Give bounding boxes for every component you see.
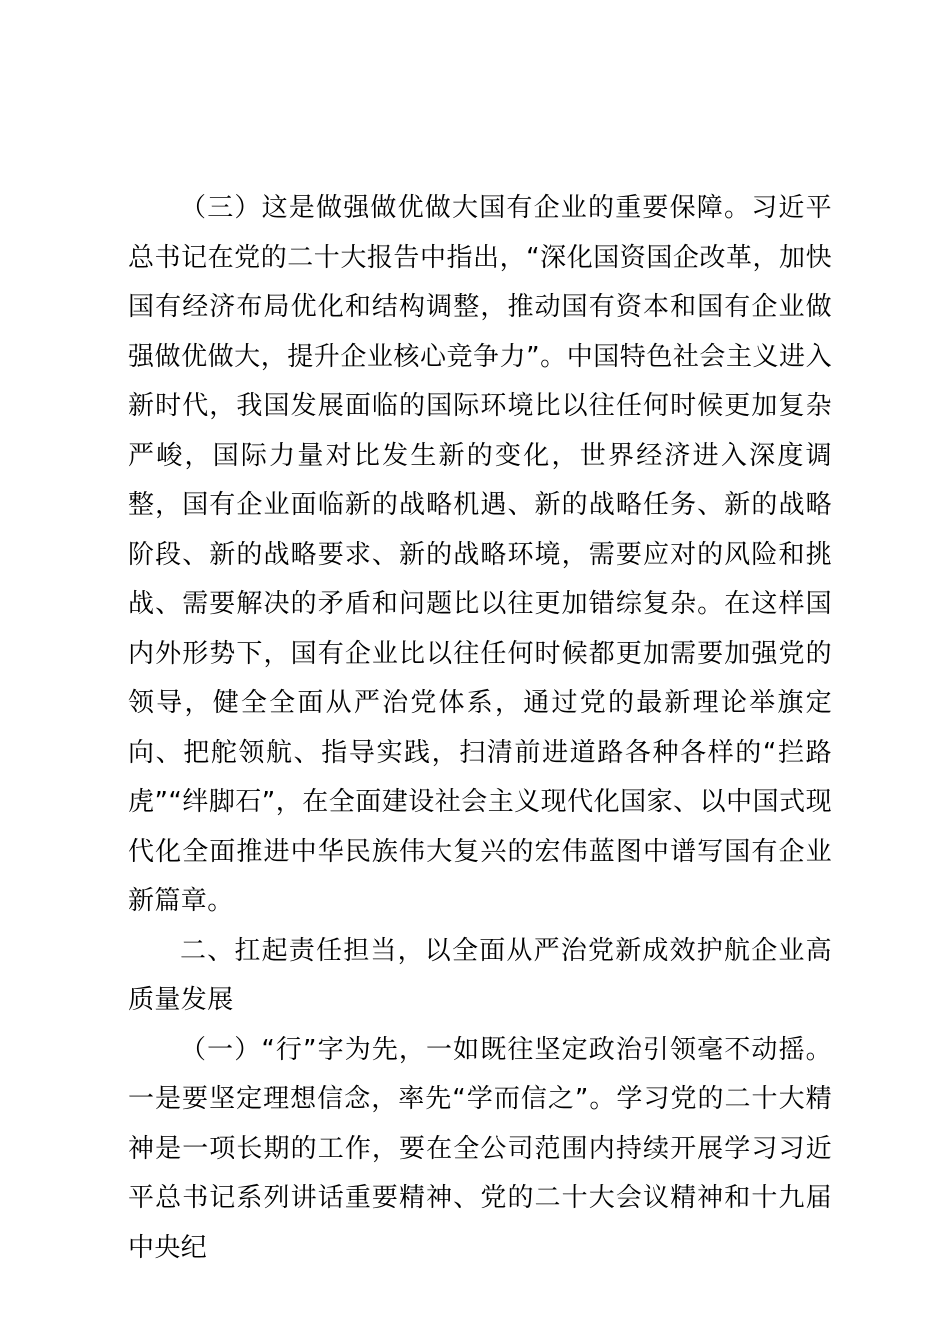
paragraph-subsection-1: （一）“行”字为先，一如既往坚定政治引领毫不动摇。一是要坚定理想信念，率先“学而信之”。学习党的二十大精神是一项长期的工作，要在全公司范围内持续开展学习习近平总书记系列讲话重要精神、党的二十大会议精神和十九届中央纪 [128,1034,832,1263]
paragraph-section-3: （三）这是做强做优做大国有企业的重要保障。习近平总书记在党的二十大报告中指出，“深化国资国企改革，加快国有经济布局优化和结构调整，推动国有资本和国有企业做强做优做大，提升企业核心竞争力”。中国特色社会主义进入新时代，我国发展面临的国际环境比以往任何时候更加复杂严峻，国际力量对比发生新的变化，世界经济进入深度调整，国有企业面临新的战略机遇、新的战略任务、新的战略阶段、新的战略要求、新的战略环境，需要应对的风险和挑战、需要解决的矛盾和问题比以往更加错综复杂。在这样国内外形势下，国有企业比以往任何时候都更加需要加强党的领导，健全全面从严治党体系，通过党的最新理论举旗定向、把舵领航、指导实践，扫清前进道路各种各样的“拦路虎”“绊脚石”，在全面建设社会主义现代化国家、以中国式现代化全面推进中华民族伟大复兴的宏伟蓝图中谱写国有企业新篇章。 [128,193,832,916]
section-heading-2: 二、扛起责任担当，以全面从严治党新成效护航企业高质量发展 [128,935,832,1015]
document-body [128,184,832,1273]
